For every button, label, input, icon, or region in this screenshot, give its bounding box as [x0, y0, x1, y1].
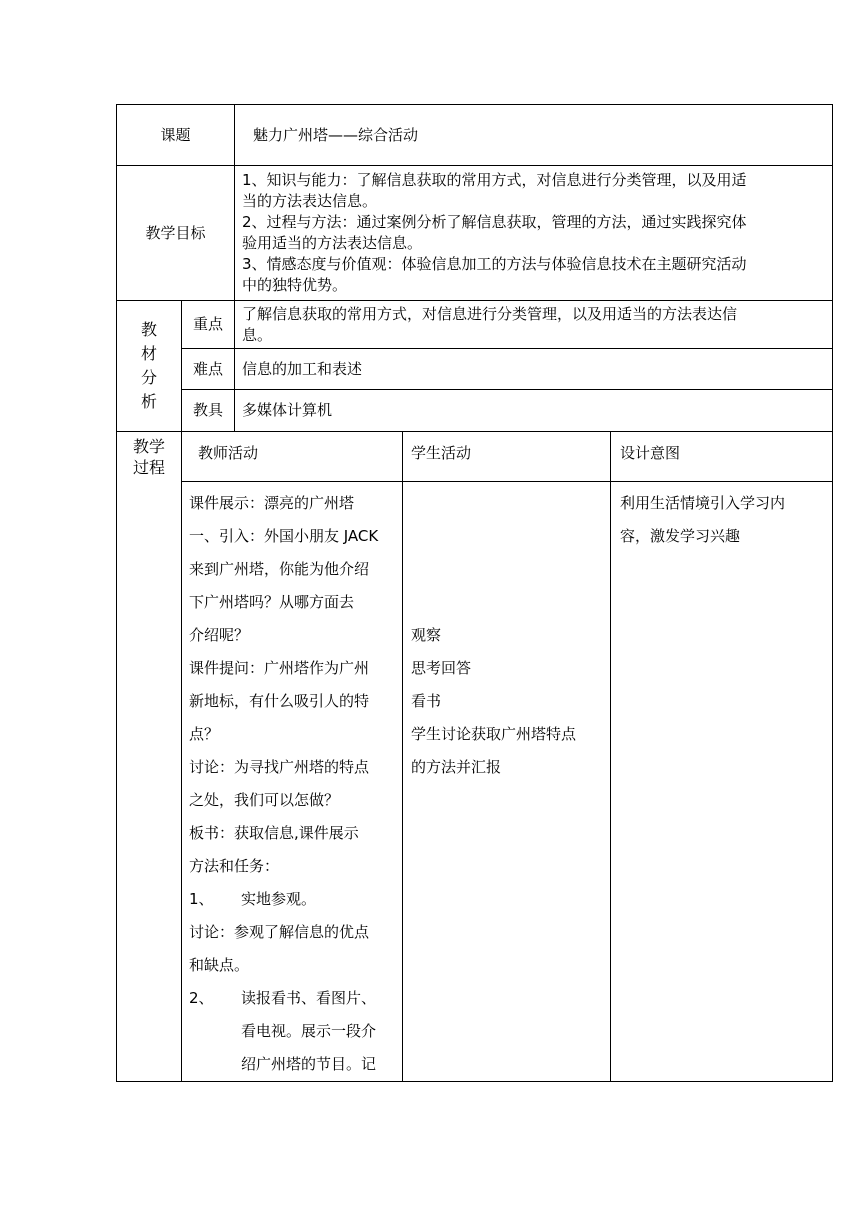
teaching-aids-text: 多媒体计算机 [242, 401, 333, 419]
teacher-line: 方法和任务： [189, 857, 280, 875]
student-activity-header-text: 学生活动 [411, 443, 472, 462]
topic-value-text: 魅力广州塔——综合活动 [253, 125, 419, 144]
list-text: 实地参观。 [241, 890, 317, 908]
teacher-line: 课件展示：漂亮的广州塔 [189, 494, 355, 512]
student-line: 思考回答 [411, 659, 472, 677]
teacher-activity-header-text: 教师活动 [198, 443, 259, 462]
teacher-line: 绍广州塔的节目。记 [241, 1055, 377, 1073]
difficulty-label [182, 349, 234, 389]
teacher-line: 板书：获取信息,课件展示 [189, 824, 359, 842]
topic-value [253, 105, 823, 165]
analysis-label [117, 318, 181, 414]
design-intent-header-text: 设计意图 [620, 443, 681, 462]
teaching-aids-label [182, 390, 234, 431]
teacher-line: 来到广州塔，你能为他介绍 [189, 560, 370, 578]
design-line: 利用生活情境引入学习内 [620, 494, 786, 512]
student-line: 观察 [411, 626, 442, 644]
teacher-activity-header [198, 432, 398, 474]
objectives-content [242, 170, 832, 296]
analysis-label-char: 材 [140, 344, 157, 363]
difficulty-content [242, 349, 832, 389]
objectives-label [117, 166, 234, 300]
objective-line: 1、知识与能力：了解信息获取的常用方式，对信息进行分类管理，以及用适 [242, 171, 747, 189]
design-intent-header [620, 432, 830, 474]
teacher-list-item-1 [189, 883, 401, 916]
teacher-line: 下广州塔吗？从哪方面去 [189, 593, 355, 611]
teacher-line: 之处，我们可以怎做？ [189, 791, 340, 809]
rule-design-col [610, 431, 611, 1082]
student-activity-content [411, 619, 609, 784]
analysis-label-char: 教 [140, 320, 157, 339]
teacher-line: 介绍呢？ [189, 626, 250, 644]
keypoint-line: 息。 [242, 326, 273, 344]
keypoint-label-text: 重点 [192, 315, 223, 333]
objective-line: 3、情感态度与价值观：体验信息加工的方法与体验信息技术在主题研究活动 [242, 255, 747, 273]
student-line: 看书 [411, 692, 442, 710]
design-line: 容，激发学习兴趣 [620, 527, 741, 545]
topic-label-text: 课题 [160, 125, 191, 144]
objectives-label-text: 教学目标 [145, 223, 206, 242]
teacher-line: 看电视。展示一段介 [241, 1022, 377, 1040]
objective-line: 验用适当的方法表达信息。 [242, 234, 423, 252]
objective-line: 当的方法表达信息。 [242, 192, 378, 210]
teacher-line: 点？ [189, 725, 220, 743]
list-number: 2、 [189, 989, 214, 1007]
rule-header-bottom [181, 481, 833, 482]
difficulty-text: 信息的加工和表述 [242, 359, 363, 378]
analysis-label-char: 析 [140, 392, 157, 411]
process-label [117, 436, 181, 478]
teacher-line: 讨论：参观了解信息的优点 [189, 923, 370, 941]
keypoint-content [242, 304, 832, 346]
rule-student-col [402, 431, 403, 1082]
list-number: 1、 [189, 890, 214, 908]
rule-label-col [234, 104, 235, 301]
analysis-label-char: 分 [140, 368, 157, 387]
rule-subcol [234, 300, 235, 431]
topic-label [117, 105, 234, 165]
difficulty-label-text: 难点 [192, 359, 223, 378]
student-line: 的方法并汇报 [411, 758, 502, 776]
teacher-line: 新地标，有什么吸引人的特 [189, 692, 370, 710]
teaching-aids-label-text: 教具 [192, 401, 223, 419]
objective-line: 中的独特优势。 [242, 276, 348, 294]
teacher-line: 和缺点。 [189, 956, 250, 974]
teaching-aids-content [242, 390, 832, 431]
teacher-list-item-2 [189, 982, 401, 1015]
teacher-line: 讨论：为寻找广州塔的特点 [189, 758, 370, 776]
keypoint-label [182, 301, 234, 348]
student-activity-header [411, 432, 606, 474]
student-line: 学生讨论获取广州塔特点 [411, 725, 577, 743]
list-text: 读报看书、看图片、 [241, 989, 377, 1007]
teacher-activity-content [189, 487, 401, 1081]
process-label-line: 过程 [132, 458, 165, 477]
objective-line: 2、过程与方法：通过案例分析了解信息获取，管理的方法，通过实践探究体 [242, 213, 747, 231]
teacher-line: 一、引入：外国小朋友 JACK [189, 527, 379, 545]
keypoint-line: 了解信息获取的常用方式，对信息进行分类管理，以及用适当的方法表达信 [242, 305, 738, 323]
teacher-line: 课件提问：广州塔作为广州 [189, 659, 370, 677]
process-label-line: 教学 [132, 437, 165, 456]
design-intent-content [620, 487, 830, 553]
